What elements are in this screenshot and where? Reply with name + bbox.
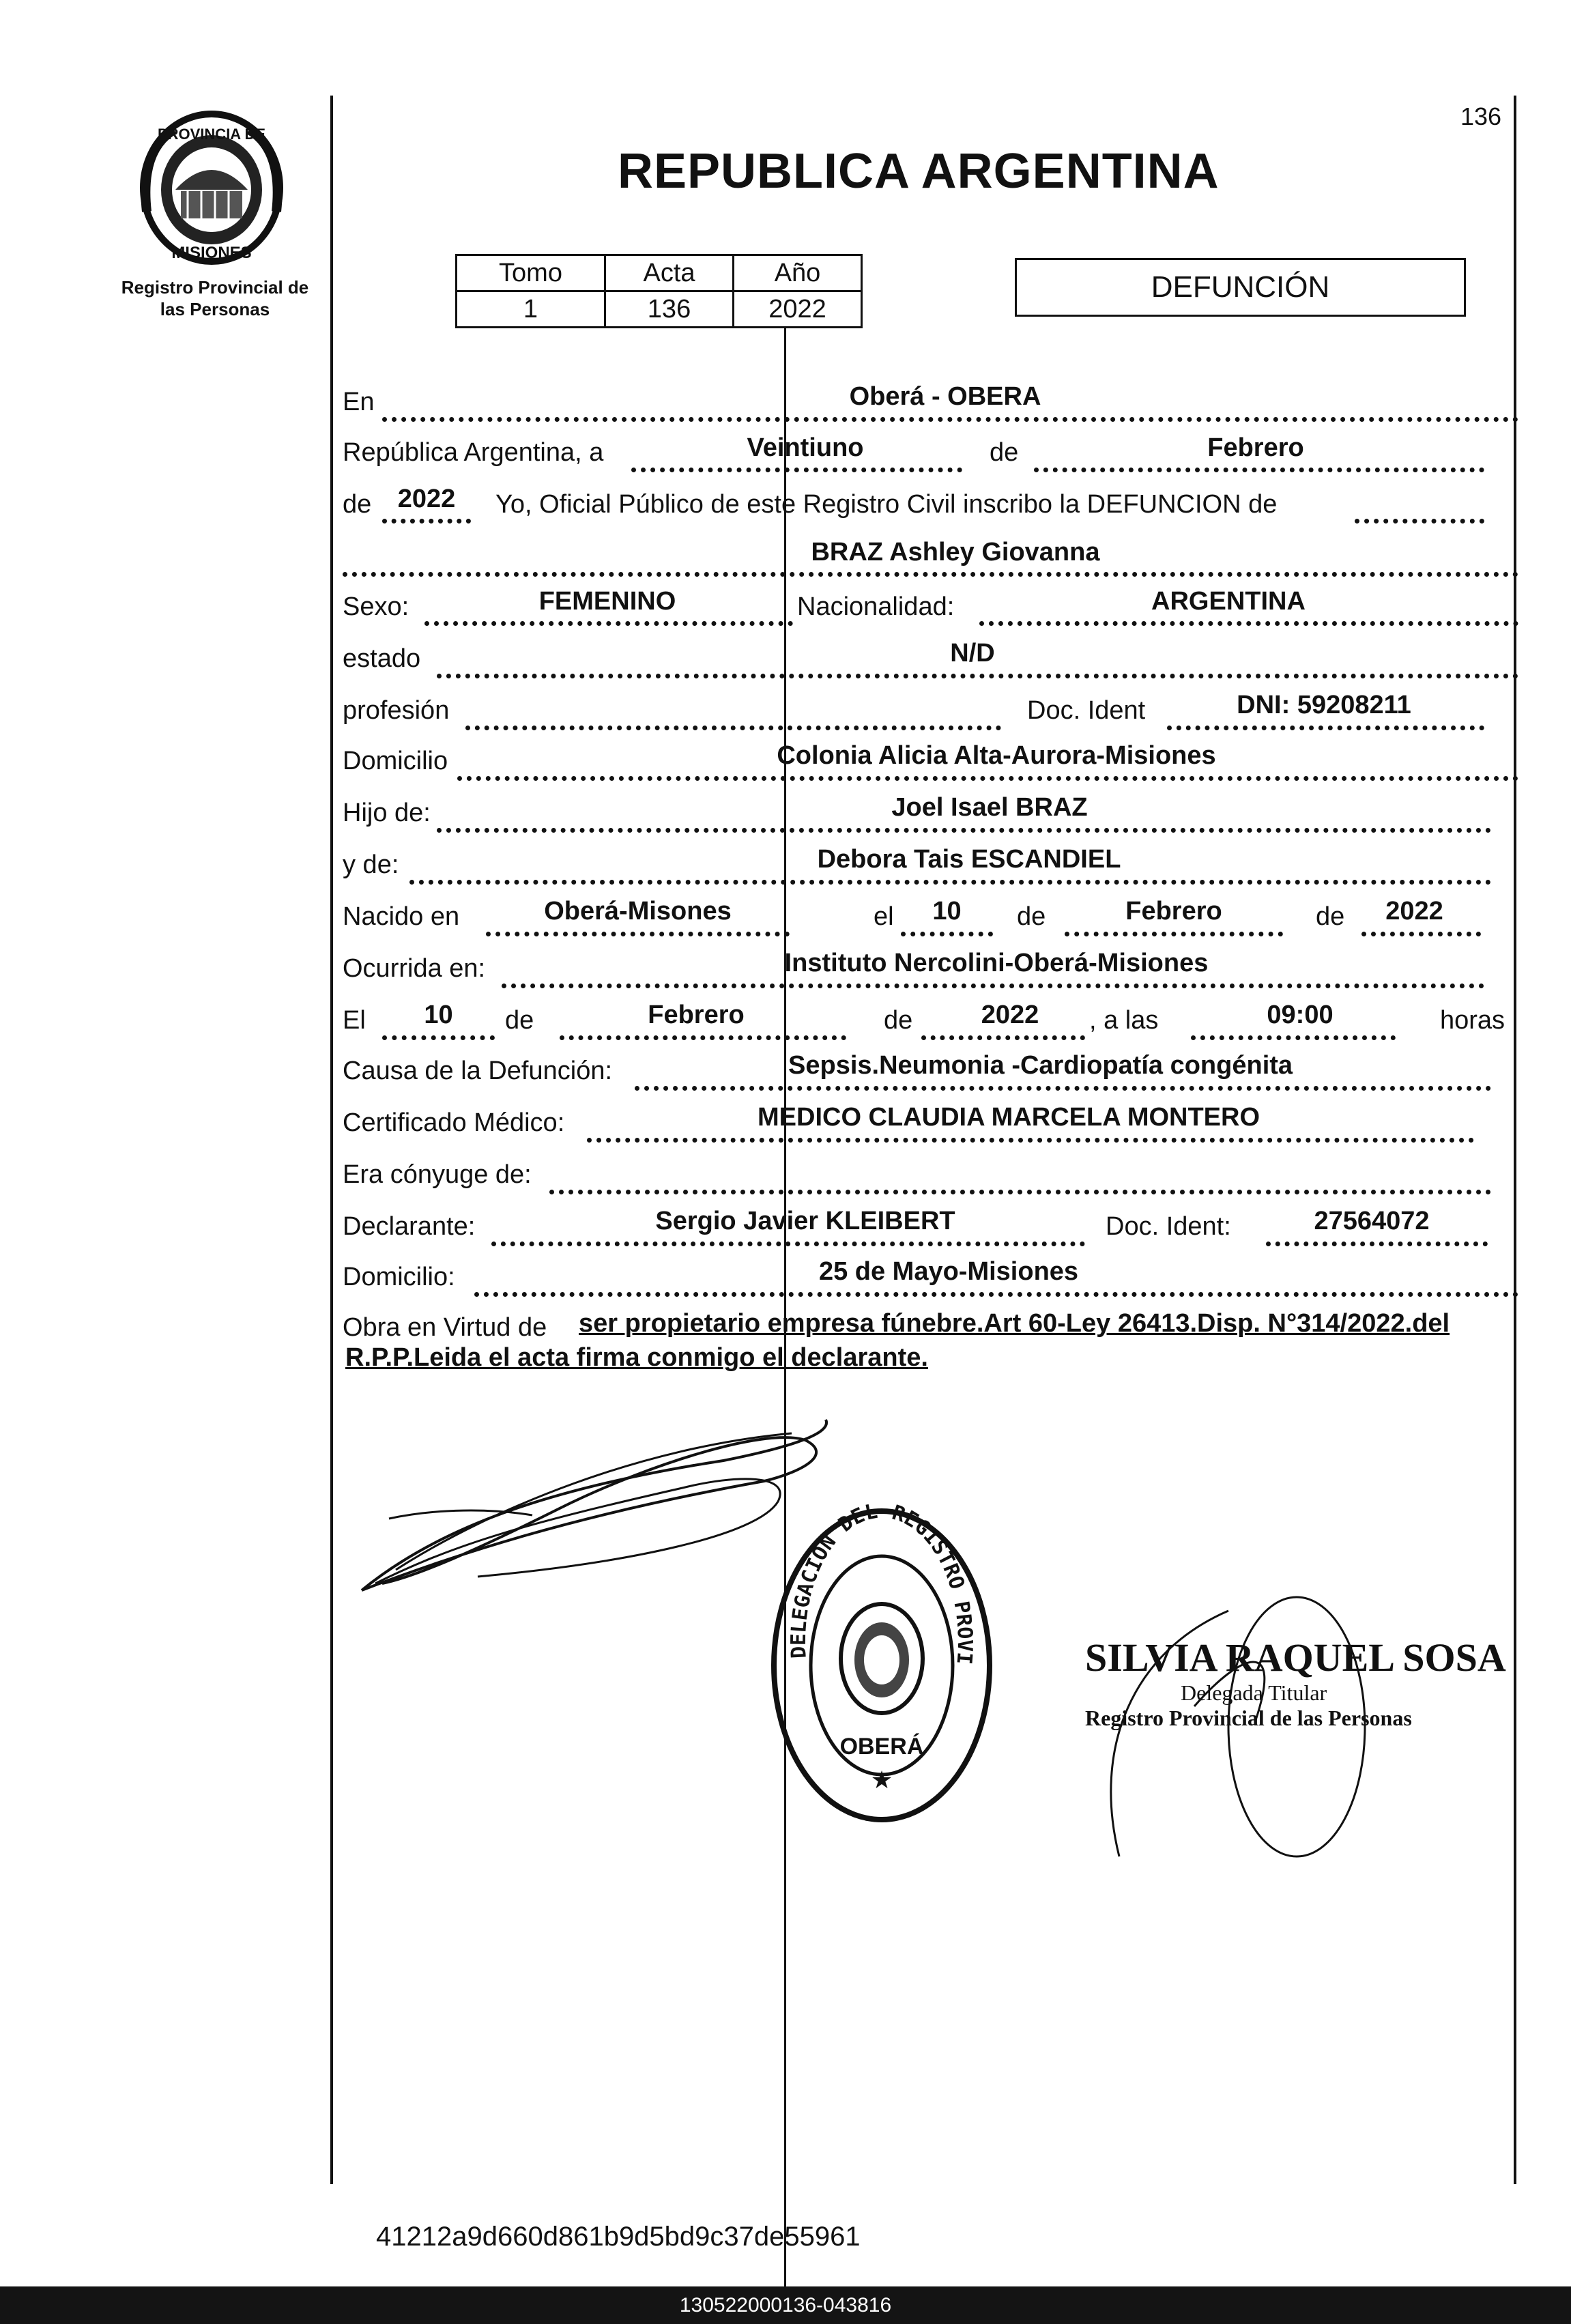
sexo-dots [424,621,793,626]
obra-label: Obra en Virtud de [343,1313,547,1342]
fecha-horas: horas [1440,1006,1505,1035]
yde-value: Debora Tais ESCANDIEL [817,845,1121,874]
declarante-value: Sergio Javier KLEIBERT [655,1207,955,1235]
fecha-time-dots [1191,1035,1396,1040]
meta-header-tomo: Tomo [457,255,605,291]
declarante-label: Declarante: [343,1212,476,1241]
nacido-day-dots [901,932,993,936]
inscribe-year: 2022 [397,485,456,513]
certificado-value: MEDICO CLAUDIA MARCELA MONTERO [758,1103,1260,1132]
domicilio2-label: Domicilio: [343,1263,455,1291]
signatory-office: Registro Provincial de las Personas [1085,1706,1412,1730]
causa-dots [635,1086,1491,1091]
conyuge-label: Era cónyuge de: [343,1160,532,1189]
seal-star-icon: ★ [870,1766,893,1794]
meta-table [455,254,863,328]
nacido-de1: de [1017,902,1046,931]
page-number: 136 [1460,102,1502,130]
republica-month-dots [1034,468,1484,472]
doc-ident-value: DNI: 59208211 [1237,691,1411,719]
hijo-label: Hijo de: [343,799,431,827]
domicilio-value: Colonia Alicia Alta-Aurora-Misiones [777,741,1216,770]
registry-label-line2: las Personas [160,299,270,319]
doc-ident-dots [1167,726,1484,730]
meta-value-acta: 136 [605,291,734,328]
nacionalidad-label: Nacionalidad: [797,592,955,621]
declarante-doc-dots [1266,1242,1488,1246]
signatory-role: Delegada Titular [1181,1680,1327,1705]
official-seal [766,1502,998,1829]
deceased-name: BRAZ Ashley Giovanna [811,538,1100,566]
nacido-day: 10 [932,897,962,926]
hijo-value: Joel Isael BRAZ [891,793,1088,822]
domicilio-dots [457,776,1518,781]
nacido-year-dots [1361,932,1481,936]
fecha-year: 2022 [981,1001,1039,1029]
page-title: REPUBLICA ARGENTINA [618,144,1220,199]
domicilio2-value: 25 de Mayo-Misiones [818,1257,1079,1286]
registry-label [109,276,321,320]
signatory-name: SILVIA RAQUEL SOSA [1085,1635,1506,1680]
inscribe-trailing-dots [1355,519,1484,523]
seal-ring-text: DELEGACION DEL REGISTRO PROVI [786,1502,977,1666]
profesion-dots [465,726,1001,730]
declarante-doc-label: Doc. Ident: [1106,1212,1231,1241]
meta-table-value-row [457,291,862,328]
fecha-el: El [343,1006,366,1035]
meta-table-header-row [457,255,862,291]
logo-top-text: PROVINCIA DE [157,126,266,143]
republica-de: de [990,438,1019,467]
certificado-label: Certificado Médico: [343,1108,565,1137]
conyuge-dots [549,1190,1491,1194]
estado-dots [437,674,1518,678]
nacido-de2: de [1316,902,1345,931]
hijo-dots [437,828,1491,833]
ocurrida-dots [502,984,1484,988]
document-hash: 41212a9d660d861b9d5bd9c37de55961 [376,2222,861,2252]
republica-day: Veintiuno [747,433,864,462]
nacionalidad-dots [979,621,1518,626]
fecha-alas: , a las [1089,1006,1159,1035]
sexo-label: Sexo: [343,592,409,621]
nacido-month-dots [1065,932,1283,936]
logo-bottom-text: MISIONES [171,244,252,262]
meta-value-tomo: 1 [457,291,605,328]
signatory-block [1085,1635,1506,1731]
misiones-province-logo [133,109,290,266]
fecha-month-dots [560,1035,846,1040]
seal-city: OBERÁ [839,1734,924,1760]
fecha-time: 09:00 [1267,1001,1334,1029]
estado-value: N/D [950,639,995,668]
nacido-el: el [874,902,894,931]
en-value: Oberá - OBERA [849,382,1041,411]
nacido-place: Oberá-Misones [544,897,732,926]
inscribe-de: de [343,490,372,519]
yde-dots [409,880,1491,885]
fecha-de2: de [884,1006,913,1035]
obra-line2: R.P.P.Leida el acta firma conmigo el declarante. [345,1343,928,1372]
certificado-dots [587,1138,1474,1143]
nacido-month: Febrero [1125,897,1222,926]
nacionalidad-value: ARGENTINA [1151,587,1306,616]
meta-header-acta: Acta [605,255,734,291]
profesion-label: profesión [343,696,450,725]
obra-line1: ser propietario empresa fúnebre.Art 60-Ley 26413.Disp. N°314/2022.del [579,1309,1450,1338]
fecha-day: 10 [424,1001,453,1029]
causa-value: Sepsis.Neumonia -Cardiopatía congénita [788,1051,1293,1080]
fecha-day-dots [382,1035,495,1040]
meta-header-ano: Año [734,255,862,291]
declarante-dots [491,1242,1085,1246]
nacido-label: Nacido en [343,902,460,931]
causa-label: Causa de la Defunción: [343,1057,613,1085]
name-dotted-line [343,572,1518,577]
inscribe-year-dots [382,519,471,523]
footer-code: 130522000136-043816 [0,2286,1571,2324]
en-label: En [343,388,375,416]
domicilio2-dots [474,1292,1518,1297]
ocurrida-value: Instituto Nercolini-Oberá-Misiones [784,949,1209,977]
fecha-de1: de [505,1006,534,1035]
record-type-box: DEFUNCIÓN [1015,258,1466,317]
registry-label-line1: Registro Provincial de [121,277,309,298]
declarante-doc-value: 27564072 [1314,1207,1430,1235]
left-margin-line [330,96,333,2184]
doc-ident-label: Doc. Ident [1027,696,1146,725]
meta-value-ano: 2022 [734,291,862,328]
nacido-year: 2022 [1385,897,1443,926]
en-dotted-line [382,417,1518,422]
nacido-place-dots [486,932,790,936]
fecha-year-dots [921,1035,1085,1040]
republica-label: República Argentina, a [343,438,604,467]
right-margin-line [1514,96,1516,2184]
sexo-value: FEMENINO [538,587,676,616]
republica-day-dots [631,468,962,472]
estado-label: estado [343,644,421,673]
ocurrida-label: Ocurrida en: [343,954,486,983]
inscribe-text: Yo, Oficial Público de este Registro Civil inscribo la DEFUNCION de [495,490,1278,519]
yde-label: y de: [343,850,399,879]
republica-month: Febrero [1207,433,1304,462]
domicilio-label: Domicilio [343,747,448,775]
fecha-month: Febrero [648,1001,745,1029]
